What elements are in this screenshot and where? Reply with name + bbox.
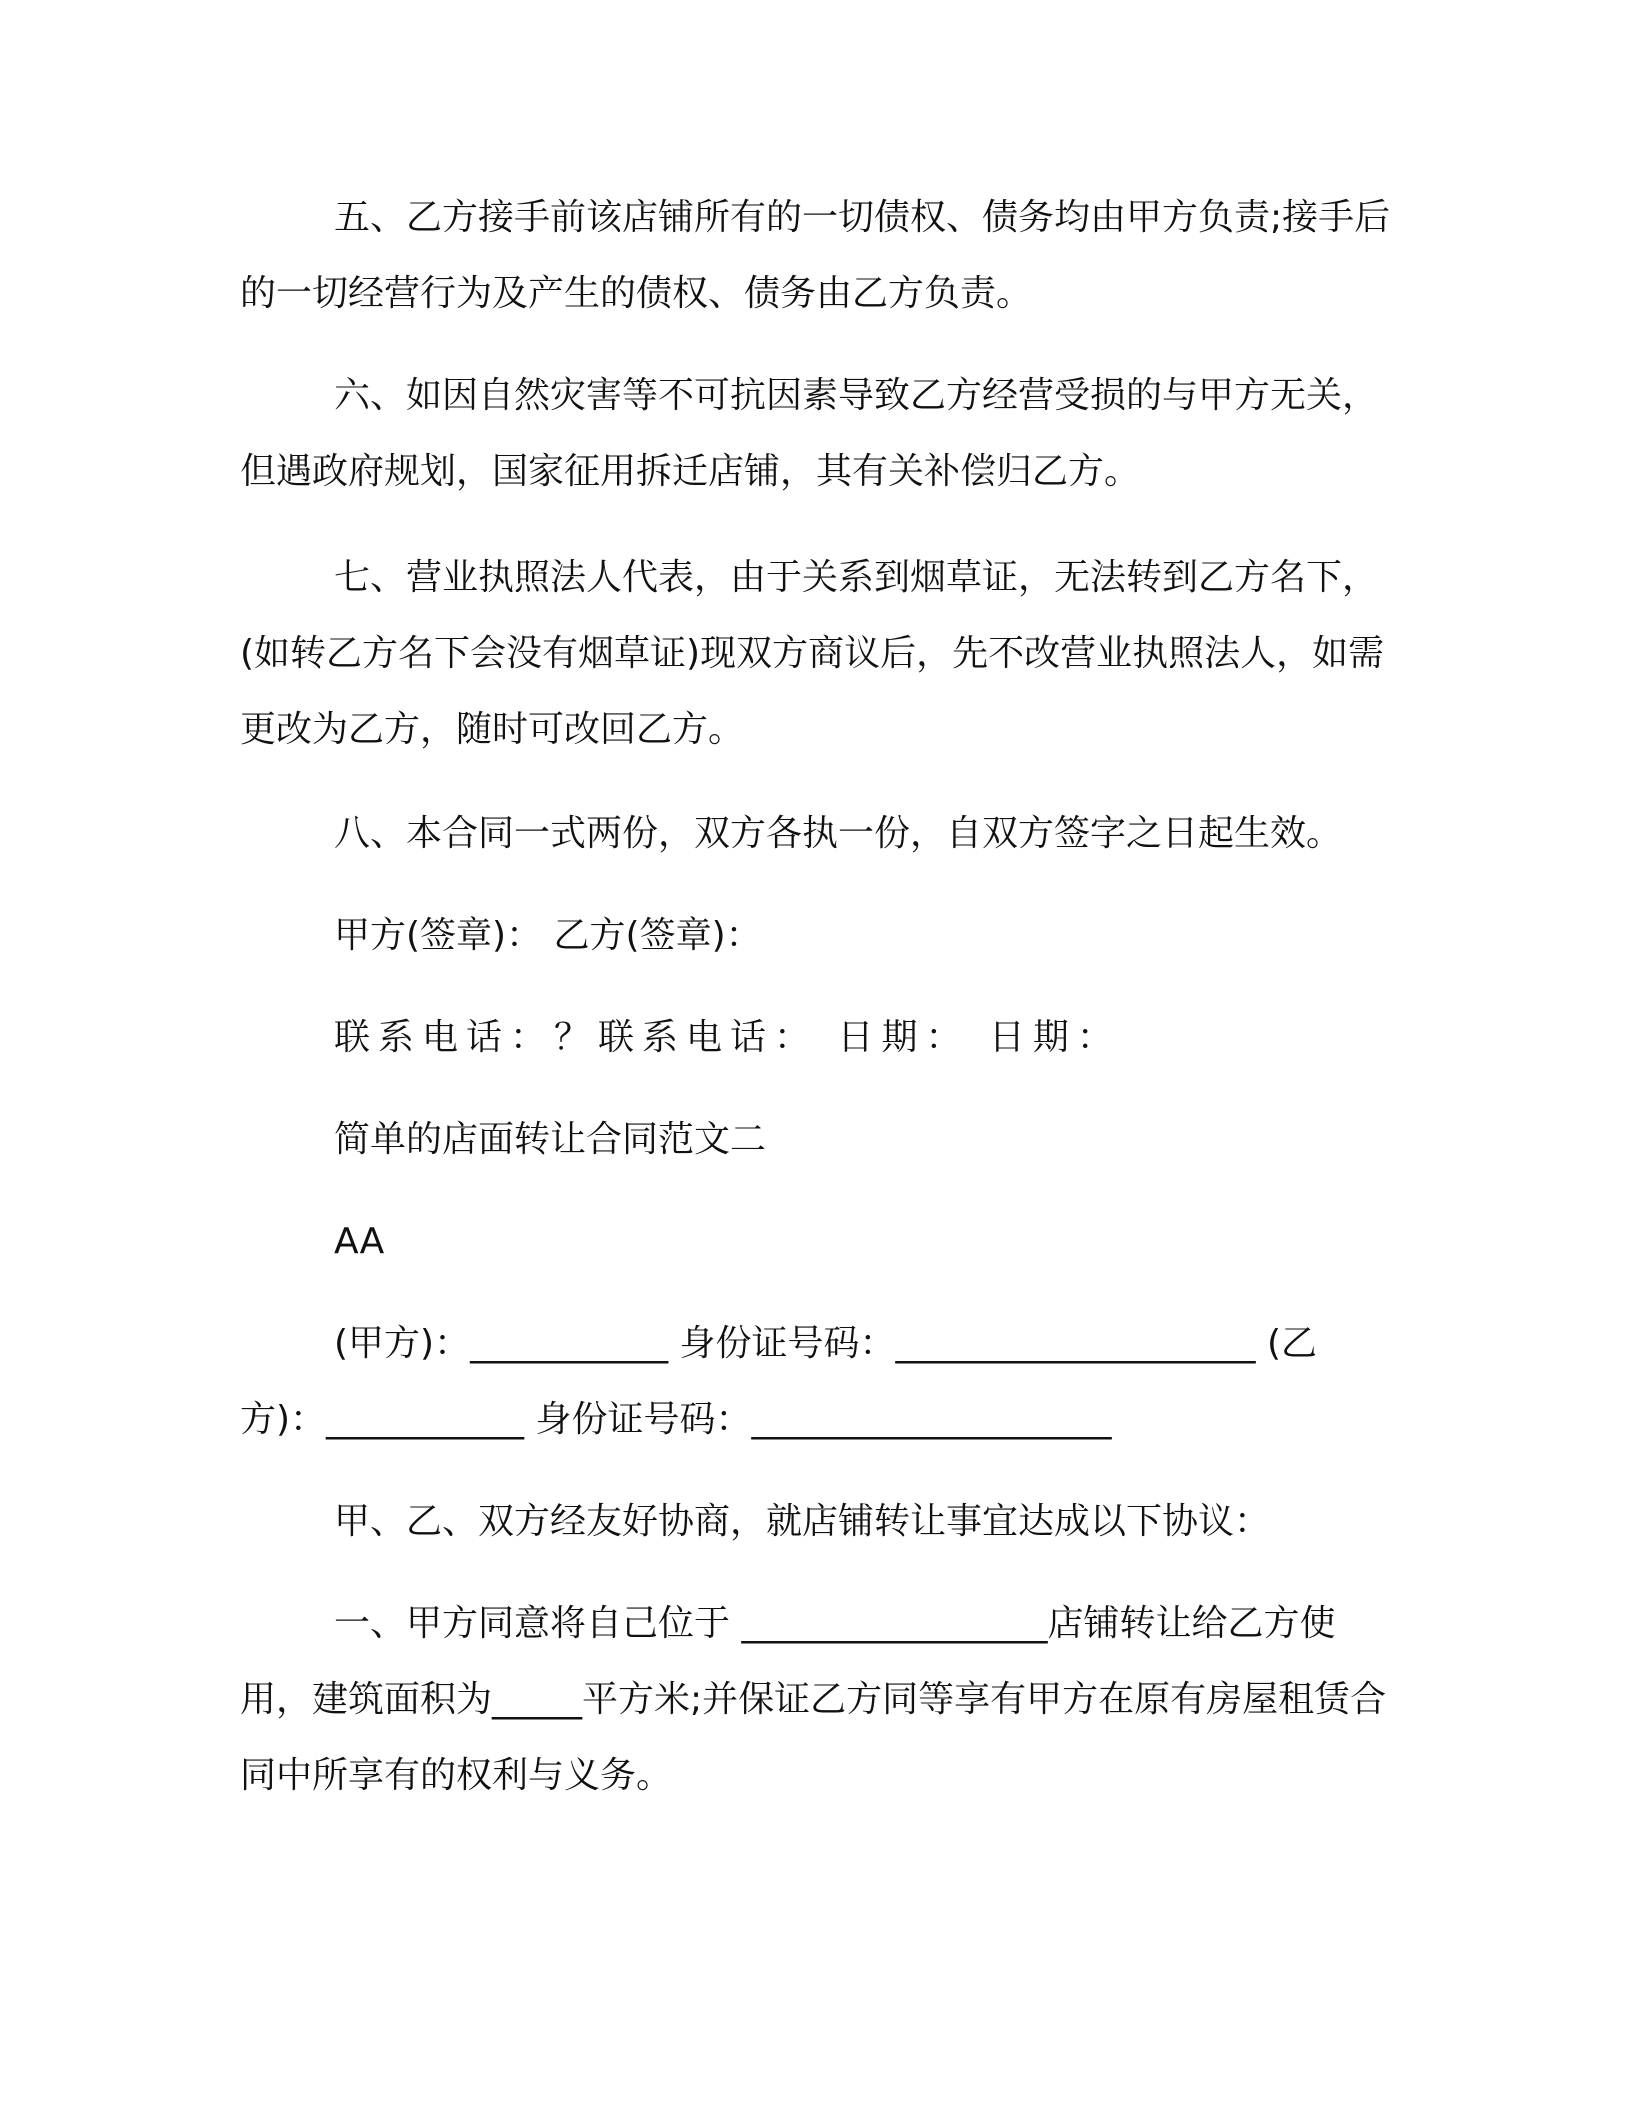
clause-five: 五、乙方接手前该店铺所有的一切债权、债务均由甲方负责;接手后的一切经营行为及产生的债权、债务由乙方负责。 [240,197,1391,314]
placeholder-aa: AA [334,1221,385,1262]
section-title: 简单的店面转让合同范文二 [334,1119,767,1160]
clause-eight: 八、本合同一式两份，双方各执一份，自双方签字之日起生效。 [334,813,1343,854]
contact-date-line: 联系电话：？联系电话： 日期： 日期： [334,1017,1121,1058]
agreement-intro: 甲、乙、双方经友好协商，就店铺转让事宜达成以下协议： [334,1501,1271,1542]
signature-line: 甲方(签章)： 乙方(签章)： [334,915,762,956]
parties-id-line: (甲方)：___________ 身份证号码：____________________ (乙方)：___________ 身份证号码：____________________ [240,1323,1318,1440]
clause-seven: 七、营业执照法人代表，由于关系到烟草证，无法转到乙方名下，(如转乙方名下会没有烟草证)现双方商议后，先不改营业执照法人，如需更改为乙方，随时可改回乙方。 [240,557,1385,750]
clause-six: 六、如因自然灾害等不可抗因素导致乙方经营受损的与甲方无关，但遇政府规划，国家征用拆迁店铺，其有关补偿归乙方。 [240,375,1379,492]
clause-one: 一、甲方同意将自己位于 _________________店铺转让给乙方使用，建筑面积为_____平方米;并保证乙方同等享有甲方在原有房屋租赁合同中所享有的权利与义务。 [240,1603,1387,1796]
